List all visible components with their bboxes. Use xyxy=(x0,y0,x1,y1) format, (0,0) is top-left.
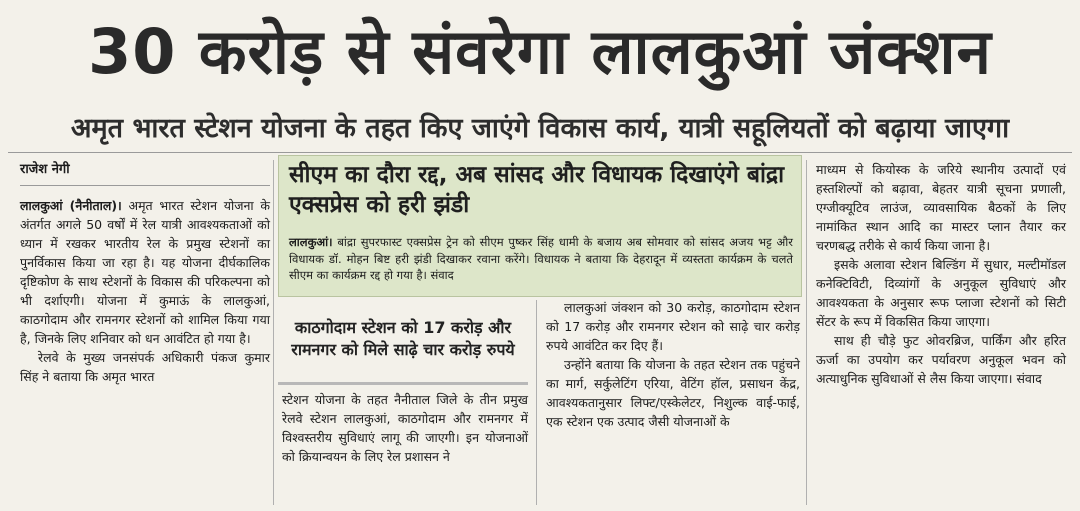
col4-paragraph-1: माध्यम से कियोस्क के जरिये स्थानीय उत्पादों एवं हस्तशिल्पों को बढ़ावा, बेहतर यात्री सूचना प्रणाली, एग्जीक्यूटिव लाउंज, व्यावसायिक बैठकों के लिए नामांकित स्थान आदि का मास्टर प्लान तैयार कर चरणबद्ध तरीके से कार्य किया जाना है। xyxy=(816,162,1066,253)
box-text: बांद्रा सुपरफास्ट एक्सप्रेस ट्रेन को सीएम पुष्कर सिंह धामी के बजाय अब सोमवार को सांसद अजय भट्ट और विधायक डॉ. मोहन बिष्ट हरी झंडी दिखाकर रवाना करेंगे। विधायक ने बताया कि देहरादून में व्यस्तता कार्यक्रम के चलते सीएम का कार्यक्रम रद्द हो गया है। संवाद xyxy=(289,235,794,282)
col1-paragraph-1 xyxy=(20,196,270,348)
column-2 xyxy=(282,390,528,466)
column-divider-2 xyxy=(536,300,537,505)
subheadline: अमृत भारत स्टेशन योजना के तहत किए जाएंगे विकास कार्य, यात्री सहूलियतों को बढ़ाया जाएगा xyxy=(70,112,1010,144)
top-divider xyxy=(8,152,1072,153)
headline: 30 करोड़ से संवरेगा लालकुआं जंक्शन xyxy=(88,15,992,88)
sub-headline-text: काठगोदाम स्टेशन को 17 करोड़ और रामनगर को मिले साढ़े चार करोड़ रुपये xyxy=(291,318,515,359)
col2-paragraph-1: स्टेशन योजना के तहत नैनीताल जिले के तीन प्रमुख रेलवे स्टेशन लालकुआं, काठगोदाम और रामनगर में विश्वस्तरीय सुविधाएं लागू की जाएगी। इन योजनाओं को क्रियान्वयन के लिए रेल प्रशासन ने xyxy=(282,392,528,464)
column-4 xyxy=(816,160,1066,388)
box-body xyxy=(289,234,793,284)
col3-paragraph-1: लालकुआं जंक्शन को 30 करोड़, काठगोदाम स्टेशन को 17 करोड़ और रामनगर स्टेशन को साढ़े चार करोड़ रुपये आवंटित कर दिए हैं। xyxy=(546,300,800,353)
col4-paragraph-3: साथ ही चौड़े फुट ओवरब्रिज, पार्किंग और हरित ऊर्जा का उपयोग कर पर्यावरण अनुकूल भवन को अत्याधुनिक सुविधाओं से लैस किया जाएगा। संवाद xyxy=(816,333,1066,386)
box-title: सीएम का दौरा रद्द, अब सांसद और विधायक दिखाएंगे बांद्रा एक्सप्रेस को हरी झंडी xyxy=(289,162,785,218)
col3-paragraph-2: उन्होंने बताया कि योजना के तहत स्टेशन तक पहुंचने का मार्ग, सर्कुलेटिंग एरिया, वेटिंग हॉल, प्रसाधन केंद्र, आवश्यकतानुसार लिफ्ट/एस्केलेटर, निशुल्क वाई-फाई, एक स्टेशन एक उत्पाद जैसी योजनाओं के xyxy=(546,357,800,429)
box-dateline: लालकुआं। xyxy=(289,235,333,249)
byline: राजेश नेगी xyxy=(20,162,70,177)
column-divider-1 xyxy=(273,160,274,505)
column-divider-3 xyxy=(806,160,807,505)
sidebar-story-box xyxy=(278,155,802,297)
column-1 xyxy=(20,160,270,386)
sub-headline xyxy=(278,296,528,385)
column-3 xyxy=(546,298,800,431)
byline-divider xyxy=(20,185,270,186)
col4-paragraph-2: इसके अलावा स्टेशन बिल्डिंग में सुधार, मल्टीमॉडल कनेक्टिविटी, दिव्यांगों के अनुकूल सुविधाएं और आवश्यकता के अनुसार रूफ प्लाजा स्टेशनों को सिटी सेंटर के रूप में विकसित किया जाएगा। xyxy=(816,257,1066,329)
col1-dateline: लालकुआं (नैनीताल)। xyxy=(20,198,122,213)
col1-text-1: अमृत भारत स्टेशन योजना के अंतर्गत अगले 50 वर्षों में रेल यात्री आवश्यकताओं को ध्यान में रखकर भारतीय रेल के प्रमुख स्टेशनों का पुनर्विकास किया जा रहा है। यह योजना दीर्घकालिक दृष्टिकोण के साथ स्टेशनों के विकास की परिकल्पना को भी दर्शाएगी। योजना में कुमाऊं के लालकुआं, काठगोदाम और रामनगर स्टेशनों को शामिल किया गया है, जिनके लिए शनिवार को धन आवंटित हो गया है। xyxy=(20,198,270,346)
col1-paragraph-2: रेलवे के मुख्य जनसंपर्क अधिकारी पंकज कुमार सिंह ने बताया कि अमृत भारत xyxy=(20,350,270,384)
